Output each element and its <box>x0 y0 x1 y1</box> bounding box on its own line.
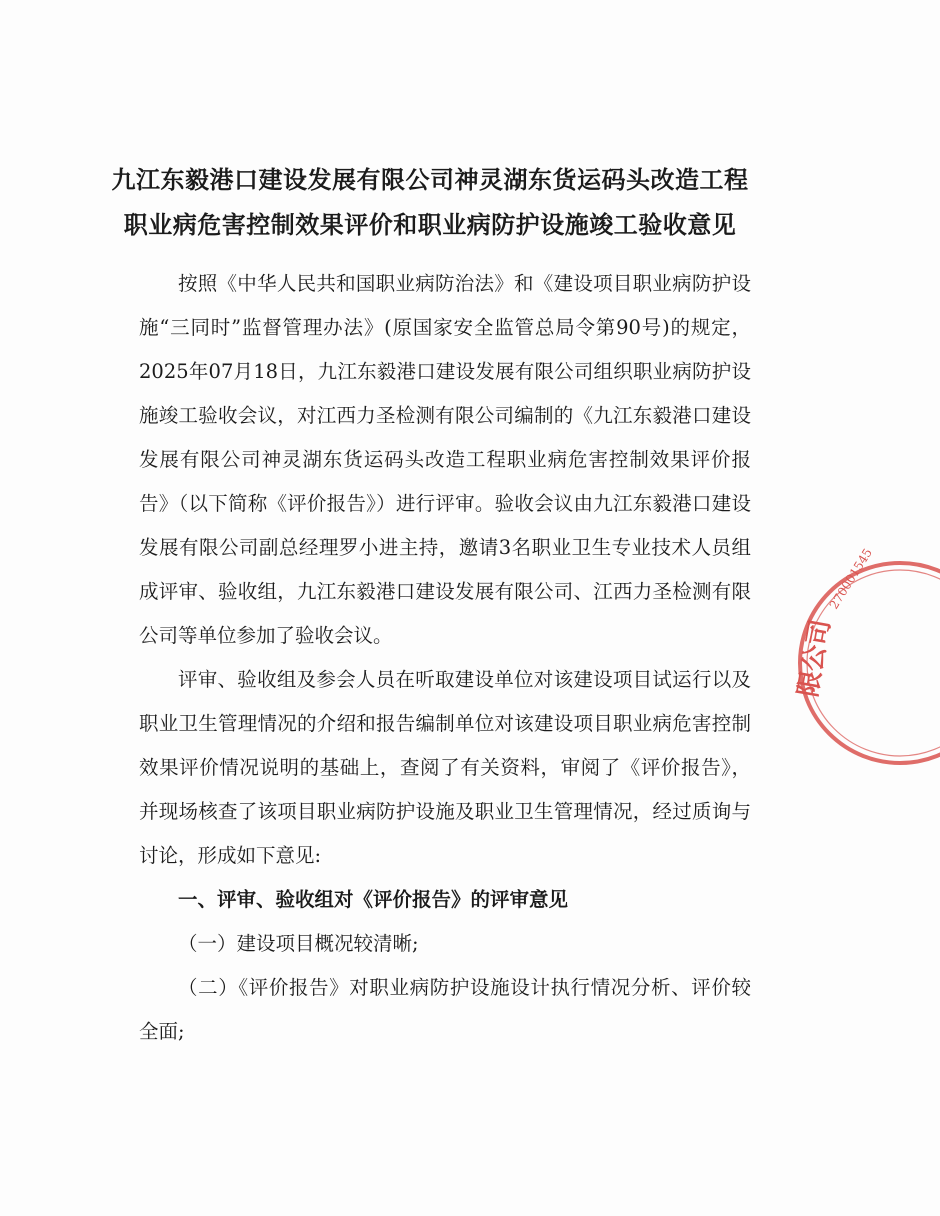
seal-text: 限公司 <box>793 617 837 700</box>
document-title-line-2: 职业病危害控制效果评价和职业病防护设施竣工验收意见 <box>123 210 737 239</box>
list-item: （一）建设项目概况较清晰; <box>178 932 419 955</box>
paragraph-legal-basis: 按照《中华人民共和国职业病防治法》和《建设项目职业病防护设施“三同时”监督管理办法》(原国家安全监管总局令第90号)的规定，2025年07月18日，九江东毅港口建设发展有限公司组织职业病防护设施竣工验收会议，对江西力圣检测有限公司编制的《九江东毅港口建设发展有限公司神灵湖东货运码头改造工程职业病危害控制效果评价报告》（以下简称《评价报告》）进行评审。验收会议由九江东毅港口建设发展有限公司副总经理罗小进主持，邀请3名职业卫生专业技术人员组成评审、验收组，九江东毅港口建设发展有限公司、江西力圣检测有限公司等单位参加了验收会议。 <box>139 272 751 647</box>
company-seal-stamp <box>790 545 940 778</box>
paragraph-review-process: 评审、验收组及参会人员在听取建设单位对该建设项目试运行以及职业卫生管理情况的介绍和报告编制单位对该建设项目职业病危害控制效果评价情况说明的基础上，查阅了有关资料，审阅了《评价报告》，并现场核查了该项目职业病防护设施及职业卫生管理情况，经过质询与讨论，形成如下意见: <box>139 668 751 867</box>
list-item: （二）《评价报告》对职业病防护设施设计执行情况分析、评价较全面; <box>139 976 751 1043</box>
section-heading: 一、评审、验收组对《评价报告》的评审意见 <box>178 888 569 911</box>
document-title-line-1: 九江东毅港口建设发展有限公司神灵湖东货运码头改造工程 <box>111 165 749 194</box>
document-body <box>139 262 751 1054</box>
seal-number: 270001545 <box>826 545 875 612</box>
